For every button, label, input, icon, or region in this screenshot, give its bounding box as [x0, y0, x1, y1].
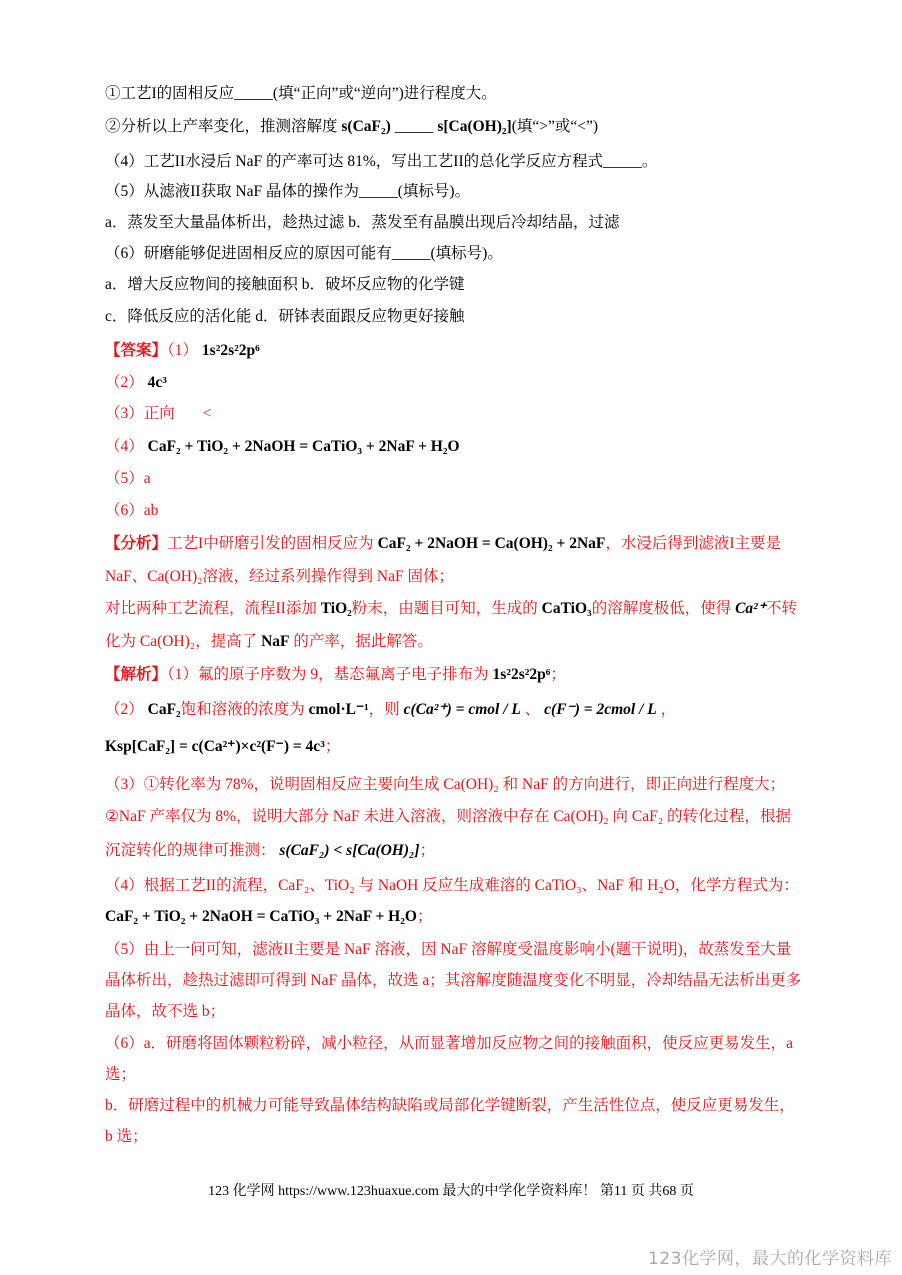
- text-span: ，则: [368, 701, 404, 718]
- answer-label: （5）: [105, 470, 144, 487]
- text-span: 的溶解度极低，使得: [591, 600, 736, 617]
- formula: NaF: [261, 633, 290, 650]
- text-span: （2）: [105, 701, 148, 718]
- question-line: （6）研磨能够促进固相反应的原因可能有_____(填标号)。: [105, 245, 503, 262]
- formula: Ksp[CaF₂] = c(Ca²⁺)×c²(F⁻) = 4c³: [105, 738, 325, 755]
- answer-label: （3）: [105, 405, 144, 422]
- solution-line: （4）根据工艺II的流程，CaF₂、TiO₂ 与 NaOH 反应生成难溶的 CaTiO₃、NaF 和 H₂O，化学方程式为：: [105, 877, 799, 894]
- answer-label: （6）: [105, 502, 144, 519]
- question-line: （4）工艺II水浸后 NaF 的产率可达 81%，写出工艺II的总化学反应方程式_____。: [105, 153, 658, 170]
- text-span: 沉淀转化的规律可推测：: [105, 842, 280, 859]
- answer-text: a: [143, 470, 151, 487]
- text-span: ②分析以上产率变化，推测溶解度: [105, 118, 342, 135]
- formula: CaF₂ + TiO₂ + 2NaOH = CaTiO₃ + 2NaF + H₂O: [105, 908, 417, 925]
- answer-label: （4）: [105, 438, 144, 455]
- formula: TiO₂: [320, 600, 352, 617]
- solution-line: b．研磨过程中的机械力可能导致晶体结构缺陷或局部化学键断裂，产生活性位点，使反应更易发生，: [105, 1097, 795, 1114]
- solution-line: （6）a．研磨将固体颗粒粉碎，减小粒径，从而显著增加反应物之间的接触面积，使反应更易发生，a: [105, 1035, 794, 1052]
- formula: c(F⁻) = 2cmol / L: [544, 701, 657, 718]
- text-span: 饱和溶液的浓度为: [180, 701, 309, 718]
- analysis-line: NaF、Ca(OH)₂溶液，经过系列操作得到 NaF 固体；: [105, 568, 454, 585]
- formula: s(CaF₂): [341, 118, 391, 135]
- analysis-tag: 【分析】: [105, 535, 168, 552]
- text-span: ；: [324, 738, 341, 755]
- formula: CaF₂: [147, 701, 181, 718]
- answer-tag: 【答案】: [105, 342, 168, 359]
- analysis-line: [105, 533, 822, 555]
- formula: c(Ca²⁺) = cmol / L: [403, 701, 521, 718]
- formula: s[Ca(OH)₂]: [437, 118, 512, 135]
- text-span: 不转: [766, 600, 798, 617]
- text-span: ，: [656, 701, 677, 718]
- solution-line: [105, 664, 822, 686]
- question-line: c．降低反应的活化能 d．研钵表面跟反应物更好接触: [105, 308, 465, 325]
- answer-text: ab: [143, 502, 159, 519]
- formula: Ca²⁺: [735, 600, 766, 617]
- text-span: 对比两种工艺流程，流程II添加: [105, 600, 321, 617]
- text-span: （1）氟的原子序数为 9，基态氟离子电子排布为: [167, 666, 493, 683]
- formula: CaTiO₃: [541, 600, 592, 617]
- question-line: （5）从滤液II获取 NaF 晶体的操作为_____(填标号)。: [105, 183, 471, 200]
- solution-line: b 选；: [105, 1128, 148, 1145]
- question-line: ①工艺I的固相反应_____(填“正向”或“逆向”)进行程度大。: [105, 85, 497, 102]
- answer-label: （1）: [167, 342, 199, 359]
- solution-tag: 【解析】: [105, 666, 168, 683]
- solution-line: [105, 699, 822, 721]
- text-span: 的产率，据此解答。: [289, 633, 433, 650]
- answer-line: [105, 468, 822, 490]
- formula: 1s²2s²2p⁶: [492, 666, 551, 683]
- solution-line: （5）由上一问可知，滤液II主要是 NaF 溶液，因 NaF 溶解度受温度影响小(题干说明)，故蒸发至大量: [105, 941, 792, 958]
- formula: CaF₂ + TiO₂ + 2NaOH = CaTiO₃ + 2NaF + H₂O: [147, 438, 460, 455]
- text-span: 工艺I中研磨引发的固相反应为: [167, 535, 378, 552]
- text-span: ；: [550, 666, 566, 683]
- solution-line: ②NaF 产率仅为 8%，说明大部分 NaF 未进入溶液，则溶液中存在 Ca(OH)₂ 向 CaF₂ 的转化过程，根据: [105, 808, 792, 825]
- text-span: ；: [419, 842, 436, 859]
- formula: s(CaF₂) < s[Ca(OH)₂]: [279, 842, 420, 859]
- text-span: ；: [416, 908, 433, 925]
- page-footer: 123 化学网 https://www.123huaxue.com 最大的中学化学资料库！ 第11 页 共68 页: [208, 1184, 694, 1199]
- text-span: 化为 Ca(OH)₂，提高了: [105, 633, 262, 650]
- analysis-line: [105, 598, 822, 620]
- solution-line: 晶体析出，趁热过滤即可得到 NaF 晶体，故选 a；其溶解度随温度变化不明显，冷却结晶无法析出更多: [105, 972, 802, 989]
- text-span: (填“>”或“<”): [511, 118, 599, 135]
- site-watermark: 123化学网，最大的化学资料库: [648, 1249, 892, 1269]
- text-span: 粉末，由题目可知，生成的: [351, 600, 542, 617]
- answer-label: （2）: [105, 374, 144, 391]
- formula: 4c³: [147, 374, 167, 391]
- answer-line: [105, 340, 822, 362]
- solution-line: （3）①转化率为 78%，说明固相反应主要向生成 Ca(OH)₂ 和 NaF 的方向进行，即正向进行程度大；: [105, 776, 786, 793]
- solution-line: [105, 840, 822, 862]
- solution-line: 选；: [105, 1066, 137, 1083]
- formula: CaF₂ + 2NaOH = Ca(OH)₂ + 2NaF: [377, 535, 606, 552]
- question-line: [105, 116, 822, 138]
- answer-line: [105, 403, 822, 425]
- answer-line: [105, 500, 822, 522]
- analysis-line: [105, 631, 822, 653]
- formula: cmol·L⁻¹: [308, 701, 369, 718]
- solution-line: [105, 736, 822, 758]
- solution-line: 晶体，故不选 b；: [105, 1003, 226, 1020]
- answer-text: 正向: [143, 405, 175, 422]
- solution-line: [105, 906, 822, 928]
- text-span: 、: [520, 701, 545, 718]
- question-line: a．增大反应物间的接触面积 b．破坏反应物的化学键: [105, 276, 465, 293]
- answer-text: <: [202, 405, 212, 422]
- text-span: ，水浸后得到滤液I主要是: [605, 535, 782, 552]
- text-span: _____: [390, 118, 438, 135]
- answer-line: [105, 436, 822, 458]
- question-line: a．蒸发至大量晶体析出，趁热过滤 b．蒸发至有晶膜出现后冷却结晶，过滤: [105, 214, 620, 231]
- formula: 1s²2s²2p⁶: [201, 342, 260, 359]
- answer-line: [105, 372, 822, 394]
